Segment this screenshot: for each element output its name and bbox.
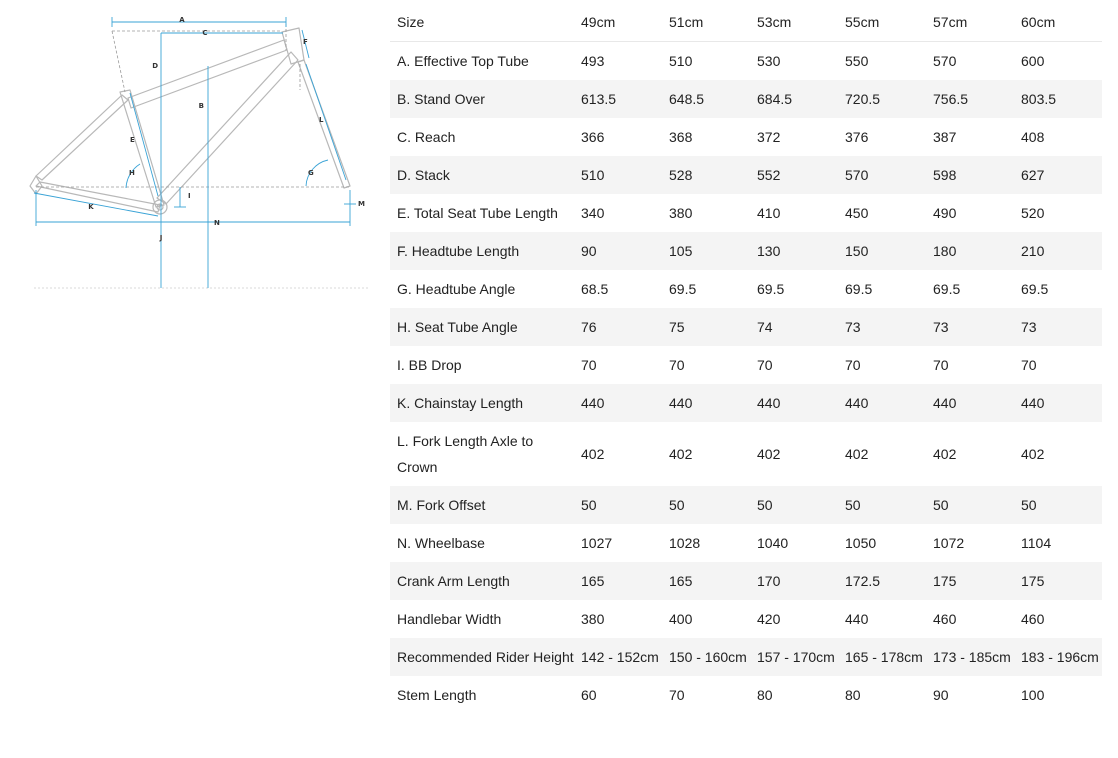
table-row (390, 118, 1102, 156)
measurement-value: 180 (933, 243, 957, 259)
label-m: M (358, 200, 365, 208)
measurement-value: 157 - 170cm (757, 649, 835, 665)
label-j: J (159, 234, 163, 242)
measurement-value: 165 (581, 573, 605, 589)
table-row (390, 194, 1102, 232)
measurement-value: 570 (845, 167, 869, 183)
size-header-cell: 49cm (574, 3, 662, 42)
geometry-table (390, 3, 1102, 714)
table-row (390, 600, 1102, 638)
measurement-value: 150 - 160cm (669, 649, 747, 665)
table-row (390, 486, 1102, 524)
measurement-value: 175 (933, 573, 957, 589)
measurement-value: 100 (1021, 687, 1045, 703)
measurement-value: 720.5 (845, 91, 881, 107)
table-row (390, 156, 1102, 194)
measurement-value: 50 (669, 497, 685, 513)
measurement-label: D. Stack (397, 167, 450, 183)
measurement-value: 1104 (1021, 535, 1052, 551)
measurement-value: 530 (757, 53, 781, 69)
measurement-value: 402 (845, 446, 869, 462)
measurement-value: 402 (581, 446, 605, 462)
table-row (390, 638, 1102, 676)
measurement-value: 50 (933, 497, 949, 513)
measurement-value: 366 (581, 129, 605, 145)
measurement-label: Stem Length (397, 687, 477, 703)
label-c: C (202, 29, 208, 37)
reference-lines (36, 24, 350, 187)
measurement-value: 69.5 (669, 281, 697, 297)
measurement-value: 613.5 (581, 91, 617, 107)
table-body (390, 42, 1102, 715)
measurement-label: L. Fork Length Axle to Crown (397, 433, 534, 475)
measurement-value: 50 (845, 497, 861, 513)
measurement-value: 684.5 (757, 91, 793, 107)
label-k: K (88, 203, 94, 211)
measurement-value: 70 (669, 357, 685, 373)
measurement-value: 440 (845, 611, 869, 627)
measurement-value: 69.5 (845, 281, 873, 297)
measurement-value: 80 (845, 687, 861, 703)
size-header-cell: 57cm (926, 3, 1014, 42)
measurement-value: 402 (757, 446, 781, 462)
table-row (390, 384, 1102, 422)
measurement-value: 60 (581, 687, 597, 703)
measurement-value: 372 (757, 129, 781, 145)
measurement-value: 402 (1021, 446, 1045, 462)
measurement-value: 490 (933, 205, 957, 221)
measurement-value: 648.5 (669, 91, 705, 107)
measurement-value: 130 (757, 243, 781, 259)
measurement-value: 80 (757, 687, 773, 703)
measurement-label: E. Total Seat Tube Length (397, 205, 558, 221)
measurement-value: 376 (845, 129, 869, 145)
measurement-value: 550 (845, 53, 869, 69)
measurement-value: 520 (1021, 205, 1045, 221)
measurement-value: 210 (1021, 243, 1045, 259)
measurement-value: 75 (669, 319, 685, 335)
size-header-cell: 51cm (662, 3, 750, 42)
measurement-label: Recommended Rider Height (397, 649, 574, 665)
table-row (390, 562, 1102, 600)
measurement-value: 76 (581, 319, 597, 335)
measurement-value: 70 (581, 357, 597, 373)
measurement-value: 402 (669, 446, 693, 462)
measurement-value: 380 (581, 611, 605, 627)
measurement-value: 440 (1021, 395, 1045, 411)
label-b: B (198, 102, 204, 110)
measurement-value: 598 (933, 167, 957, 183)
size-header-cell: 53cm (750, 3, 838, 42)
measurement-value: 450 (845, 205, 869, 221)
table-row (390, 270, 1102, 308)
measurement-value: 368 (669, 129, 693, 145)
measurement-value: 756.5 (933, 91, 969, 107)
measurement-value: 380 (669, 205, 693, 221)
measurement-value: 1040 (757, 535, 789, 551)
measurement-label: F. Headtube Length (397, 243, 520, 259)
measurement-value: 70 (757, 357, 773, 373)
size-header-cell: 55cm (838, 3, 926, 42)
measurement-label: Handlebar Width (397, 611, 502, 627)
measurement-value: 68.5 (581, 281, 609, 297)
measurement-label: M. Fork Offset (397, 497, 486, 513)
measurement-value: 340 (581, 205, 605, 221)
measurement-value: 440 (581, 395, 605, 411)
measurement-value: 70 (1021, 357, 1037, 373)
measurement-value: 50 (1021, 497, 1037, 513)
measurement-value: 1072 (933, 535, 965, 551)
measurement-value: 50 (581, 497, 597, 513)
table-row (390, 232, 1102, 270)
measurement-value: 460 (1021, 611, 1045, 627)
measurement-label: K. Chainstay Length (397, 395, 524, 411)
measurement-label: N. Wheelbase (397, 535, 485, 551)
measurement-value: 150 (845, 243, 869, 259)
table-row (390, 524, 1102, 562)
measurement-value: 1028 (669, 535, 701, 551)
label-d: D (152, 62, 158, 70)
label-e: E (130, 136, 135, 144)
measurement-value: 440 (933, 395, 957, 411)
dimension-lines (34, 17, 356, 288)
measurement-label: B. Stand Over (397, 91, 485, 107)
measurement-value: 170 (757, 573, 781, 589)
table-row (390, 346, 1102, 384)
label-l: L (319, 116, 324, 124)
size-column-header: Size (390, 3, 574, 42)
measurement-value: 408 (1021, 129, 1045, 145)
measurement-value: 73 (933, 319, 949, 335)
measurement-label: Crank Arm Length (397, 573, 510, 589)
measurement-value: 400 (669, 611, 693, 627)
measurement-value: 70 (933, 357, 949, 373)
table-header (390, 3, 1102, 42)
measurement-value: 440 (669, 395, 693, 411)
measurement-label: C. Reach (397, 129, 456, 145)
measurement-value: 528 (669, 167, 693, 183)
measurement-value: 70 (669, 687, 685, 703)
label-i: I (188, 192, 191, 200)
measurement-value: 165 - 178cm (845, 649, 923, 665)
measurement-label: A. Effective Top Tube (397, 53, 529, 69)
measurement-value: 183 - 196cm (1021, 649, 1099, 665)
bike-geometry-diagram (0, 0, 380, 300)
measurement-value: 69.5 (933, 281, 961, 297)
measurement-value: 1050 (845, 535, 877, 551)
table-row (390, 42, 1102, 81)
measurement-value: 627 (1021, 167, 1045, 183)
measurement-value: 402 (933, 446, 957, 462)
measurement-value: 440 (845, 395, 869, 411)
measurement-value: 172.5 (845, 573, 881, 589)
header-row (390, 3, 1102, 42)
measurement-value: 1027 (581, 535, 613, 551)
bike-frame (30, 28, 350, 214)
measurement-value: 50 (757, 497, 773, 513)
measurement-label: G. Headtube Angle (397, 281, 516, 297)
table-row (390, 676, 1102, 714)
measurement-value: 70 (845, 357, 861, 373)
measurement-value: 69.5 (1021, 281, 1049, 297)
measurement-value: 510 (581, 167, 605, 183)
measurement-label: H. Seat Tube Angle (397, 319, 518, 335)
measurement-value: 173 - 185cm (933, 649, 1011, 665)
measurement-value: 74 (757, 319, 773, 335)
table-row (390, 308, 1102, 346)
measurement-value: 440 (757, 395, 781, 411)
measurement-value: 142 - 152cm (581, 649, 659, 665)
measurement-value: 73 (845, 319, 861, 335)
label-a: A (179, 16, 185, 24)
measurement-value: 493 (581, 53, 605, 69)
measurement-value: 570 (933, 53, 957, 69)
measurement-value: 175 (1021, 573, 1045, 589)
label-f: F (303, 38, 308, 46)
measurement-value: 460 (933, 611, 957, 627)
label-h: H (129, 169, 135, 177)
measurement-value: 420 (757, 611, 781, 627)
table-row (390, 80, 1102, 118)
measurement-value: 90 (933, 687, 949, 703)
measurement-value: 510 (669, 53, 693, 69)
measurement-value: 165 (669, 573, 693, 589)
size-header-cell: 60cm (1014, 3, 1102, 42)
label-n: N (214, 219, 220, 227)
measurement-value: 600 (1021, 53, 1045, 69)
measurement-value: 105 (669, 243, 693, 259)
measurement-label: I. BB Drop (397, 357, 462, 373)
measurement-value: 90 (581, 243, 597, 259)
measurement-value: 69.5 (757, 281, 785, 297)
measurement-value: 73 (1021, 319, 1037, 335)
measurement-value: 552 (757, 167, 781, 183)
label-g: G (308, 169, 314, 177)
measurement-value: 803.5 (1021, 91, 1057, 107)
table-row (390, 422, 1102, 486)
dimension-labels (88, 16, 365, 242)
measurement-value: 387 (933, 129, 957, 145)
measurement-value: 410 (757, 205, 781, 221)
